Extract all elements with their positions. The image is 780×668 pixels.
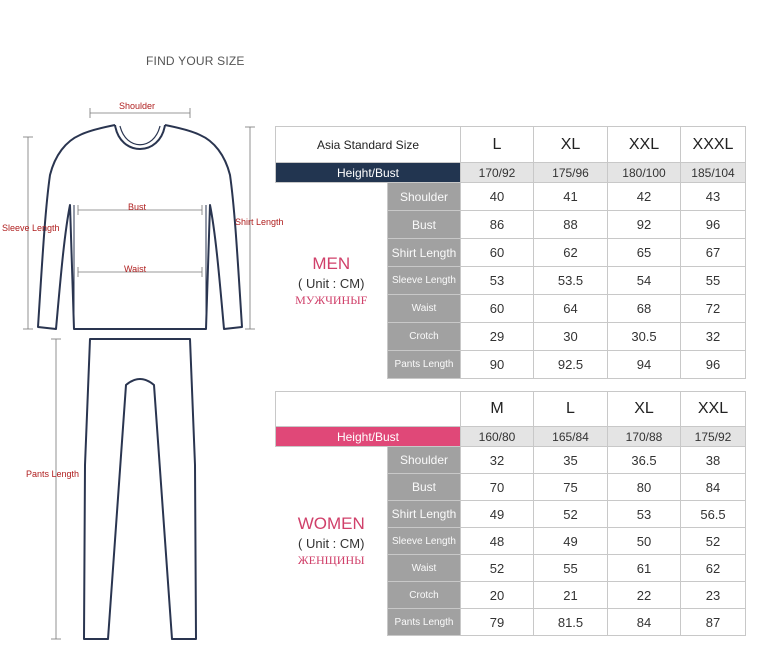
label-bust: Bust bbox=[128, 202, 147, 212]
label-pants-length: Pants Length bbox=[26, 469, 80, 479]
row-label: Crotch bbox=[388, 582, 461, 609]
women-size: L bbox=[534, 392, 608, 427]
cell: 20 bbox=[461, 582, 534, 609]
women-band-value: 165/84 bbox=[534, 427, 608, 447]
cell: 21 bbox=[534, 582, 608, 609]
cell: 48 bbox=[461, 528, 534, 555]
cell: 52 bbox=[461, 555, 534, 582]
women-size-table bbox=[275, 391, 746, 636]
cell: 53.5 bbox=[534, 267, 608, 295]
cell: 55 bbox=[534, 555, 608, 582]
women-header-blank bbox=[276, 392, 461, 427]
cell: 40 bbox=[461, 183, 534, 211]
women-size: M bbox=[461, 392, 534, 427]
women-size: XL bbox=[608, 392, 681, 427]
table-row bbox=[276, 447, 746, 474]
men-band-value: 175/96 bbox=[534, 163, 608, 183]
cell: 87 bbox=[681, 609, 746, 636]
table-row bbox=[276, 183, 746, 211]
cell: 55 bbox=[681, 267, 746, 295]
row-label: Pants Length bbox=[388, 609, 461, 636]
women-genre-name: WOMEN bbox=[297, 514, 365, 534]
men-unit: ( Unit : CM) bbox=[298, 275, 365, 291]
women-band-value: 170/88 bbox=[608, 427, 681, 447]
cell: 30 bbox=[534, 323, 608, 351]
cell: 62 bbox=[681, 555, 746, 582]
men-band-value: 180/100 bbox=[608, 163, 681, 183]
cell: 96 bbox=[681, 351, 746, 379]
cell: 84 bbox=[608, 609, 681, 636]
men-size-table bbox=[275, 126, 746, 379]
men-genre-name: MEN bbox=[312, 253, 351, 273]
cell: 38 bbox=[681, 447, 746, 474]
cell: 88 bbox=[534, 211, 608, 239]
cell: 84 bbox=[681, 474, 746, 501]
cell: 52 bbox=[534, 501, 608, 528]
row-label: Shirt Length bbox=[388, 501, 461, 528]
cell: 92.5 bbox=[534, 351, 608, 379]
row-label: Shoulder bbox=[388, 447, 461, 474]
shirt-outline bbox=[38, 125, 242, 329]
men-height-bust-row bbox=[276, 163, 746, 183]
cell: 64 bbox=[534, 295, 608, 323]
men-size: XXL bbox=[608, 127, 681, 163]
label-shoulder: Shoulder bbox=[119, 101, 156, 111]
cell: 56.5 bbox=[681, 501, 746, 528]
cell: 49 bbox=[534, 528, 608, 555]
cell: 22 bbox=[608, 582, 681, 609]
women-unit: ( Unit : CM) bbox=[298, 536, 365, 552]
row-label: Sleeve Length bbox=[388, 267, 461, 295]
cell: 53 bbox=[608, 501, 681, 528]
row-label: Waist bbox=[388, 295, 461, 323]
cell: 49 bbox=[461, 501, 534, 528]
label-sleeve-length: Sleeve Length bbox=[2, 223, 60, 233]
cell: 36.5 bbox=[608, 447, 681, 474]
garment-illustration bbox=[0, 95, 270, 655]
neckline-inner bbox=[120, 126, 160, 145]
cell: 61 bbox=[608, 555, 681, 582]
cell: 65 bbox=[608, 239, 681, 267]
cell: 92 bbox=[608, 211, 681, 239]
cell: 94 bbox=[608, 351, 681, 379]
row-label: Waist bbox=[388, 555, 461, 582]
cell: 80 bbox=[608, 474, 681, 501]
cell: 68 bbox=[608, 295, 681, 323]
label-waist: Waist bbox=[124, 264, 147, 274]
cell: 75 bbox=[534, 474, 608, 501]
page-title: FIND YOUR SIZE bbox=[146, 54, 245, 68]
cell: 53 bbox=[461, 267, 534, 295]
men-band-value: 170/92 bbox=[461, 163, 534, 183]
cell: 29 bbox=[461, 323, 534, 351]
women-header-row bbox=[276, 392, 746, 427]
men-band-value: 185/104 bbox=[681, 163, 746, 183]
row-label: Bust bbox=[388, 474, 461, 501]
men-header-label: Asia Standard Size bbox=[276, 127, 461, 163]
row-label: Sleeve Length bbox=[388, 528, 461, 555]
women-band-value: 160/80 bbox=[461, 427, 534, 447]
cell: 32 bbox=[681, 323, 746, 351]
cell: 96 bbox=[681, 211, 746, 239]
cell: 70 bbox=[461, 474, 534, 501]
cell: 86 bbox=[461, 211, 534, 239]
cell: 35 bbox=[534, 447, 608, 474]
cell: 32 bbox=[461, 447, 534, 474]
row-label: Pants Length bbox=[388, 351, 461, 379]
women-genre-russian: ЖЕНЩИНЫ bbox=[297, 553, 365, 568]
men-size: L bbox=[461, 127, 534, 163]
garment-diagram bbox=[0, 95, 284, 655]
cell: 42 bbox=[608, 183, 681, 211]
cell: 72 bbox=[681, 295, 746, 323]
row-label: Shoulder bbox=[388, 183, 461, 211]
women-size: XXL bbox=[681, 392, 746, 427]
women-height-bust-row bbox=[276, 427, 746, 447]
cell: 60 bbox=[461, 295, 534, 323]
men-band-label: Height/Bust bbox=[276, 163, 461, 183]
cell: 60 bbox=[461, 239, 534, 267]
women-genre-cell bbox=[276, 447, 388, 636]
cell: 67 bbox=[681, 239, 746, 267]
label-shirt-length: Shirt Length bbox=[235, 217, 284, 227]
pants-outline bbox=[84, 339, 196, 639]
cell: 54 bbox=[608, 267, 681, 295]
cell: 90 bbox=[461, 351, 534, 379]
cell: 30.5 bbox=[608, 323, 681, 351]
cell: 52 bbox=[681, 528, 746, 555]
cell: 50 bbox=[608, 528, 681, 555]
cell: 43 bbox=[681, 183, 746, 211]
women-band-value: 175/92 bbox=[681, 427, 746, 447]
men-genre-russian: МУЖЧИНЫF bbox=[295, 292, 368, 307]
men-size: XL bbox=[534, 127, 608, 163]
men-size: XXXL bbox=[681, 127, 746, 163]
cell: 79 bbox=[461, 609, 534, 636]
row-label: Bust bbox=[388, 211, 461, 239]
row-label: Shirt Length bbox=[388, 239, 461, 267]
men-header-row bbox=[276, 127, 746, 163]
cell: 41 bbox=[534, 183, 608, 211]
cell: 81.5 bbox=[534, 609, 608, 636]
men-genre-cell bbox=[276, 183, 388, 379]
cell: 23 bbox=[681, 582, 746, 609]
women-band-label: Height/Bust bbox=[276, 427, 461, 447]
row-label: Crotch bbox=[388, 323, 461, 351]
cell: 62 bbox=[534, 239, 608, 267]
neckline bbox=[115, 125, 165, 149]
